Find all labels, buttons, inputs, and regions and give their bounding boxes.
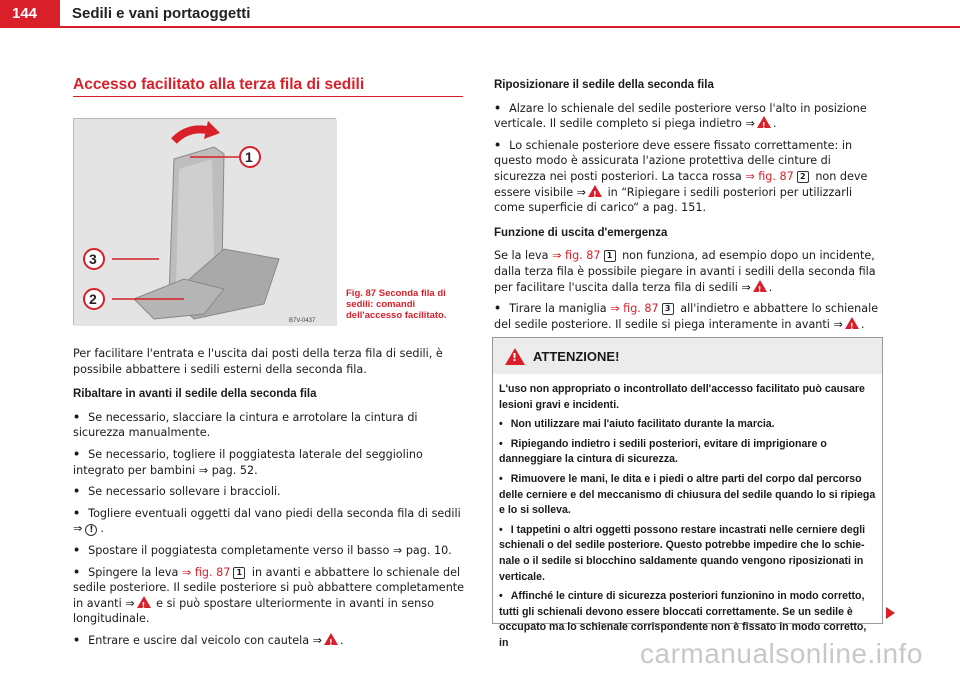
callout-badge: 3 <box>662 303 674 315</box>
warning-item: • Non utilizzare mai l'aiuto facilitato durante la marcia. <box>499 418 775 431</box>
bullet-item: • Se necessario sollevare i braccioli. <box>73 485 281 499</box>
warning-item: • Rimuovere le mani, le dita e i piedi o altre parti del corpo dal percorso delle cerniere e del meccanismo di chiusura del sedile quando lo si ripiega e lo si solleva. <box>499 472 876 517</box>
subheading-emergency-exit: Funzione di uscita d'emergenza <box>494 226 668 239</box>
subheading-tilt-forward: Ribaltare in avanti il sedile della seconda fila <box>73 388 317 401</box>
bullet-item: • Entrare e uscire dal veicolo con cautela ⇒! . <box>73 633 465 649</box>
warning-body <box>493 374 882 652</box>
figure-link[interactable]: ⇒ fig. 87 <box>610 302 659 316</box>
figure-87 <box>73 118 336 325</box>
figure-caption: Fig. 87 Seconda fila di sedili: comandi dell'accesso facilitato. <box>346 288 447 321</box>
continue-arrow-icon <box>886 607 895 619</box>
callout-badge: 2 <box>797 171 809 183</box>
warning-header <box>493 338 882 374</box>
callout-2-label: 2 <box>89 291 97 307</box>
bullet-item: • Se necessario, slacciare la cintura e arrotolare la cintura di sicurezza manualmente. <box>73 410 418 440</box>
warning-title: ATTENZIONE! <box>533 348 620 364</box>
figure-code: B7V-0437 <box>289 318 316 324</box>
warning-item: • Affinché le cinture di sicurezza posteriori funzionino in modo corretto, tutti gli schienali devono essere bloccati correttamente. Se un sedile è occupato ma lo schienale corrispondente non è fissato in modo corretto, in <box>499 590 867 649</box>
bullet-item: • Se necessario, togliere il poggiatesta laterale del seggiolino integrato per bambini ⇒ pag. 52. <box>73 447 423 477</box>
left-column <box>73 346 465 655</box>
intro-paragraph: Per facilitare l'entrata e l'uscita dai posti della terza fila di sedili, è possibile abbattere i sedili esterni della seconda fila. <box>73 347 443 376</box>
bullet-item: • Lo schienale posteriore deve essere fissato correttamente: in questo modo è assicurata l'azione protettiva delle cinture di sicurezza nei posti posteriori. La tacca rossa ⇒ fig. 87 2 non deve essere visibile ⇒! in “Ripiegare i sedili posteriori per utilizzarli come superficie di carico“ a pag. 151. <box>494 138 884 216</box>
figure-link[interactable]: ⇒ fig. 87 <box>552 249 601 263</box>
warning-icon <box>505 348 525 365</box>
warning-icon <box>588 185 602 197</box>
bullet-item: • Alzare lo schienale del sedile posteriore verso l'alto in posizione verticale. Il sedile completo si piega indietro ⇒! . <box>494 101 884 132</box>
subheading-reposition: Riposizionare il sedile della seconda fila <box>494 79 714 91</box>
warning-box <box>492 337 883 649</box>
watermark: carmanualsonline.info <box>640 638 923 669</box>
warning-icon <box>757 116 771 128</box>
callout-badge: 1 <box>233 567 245 579</box>
bullet-item: • Tirare la maniglia ⇒ fig. 87 3 all'indietro e abbattere lo schienale del sedile posteriore. Il sedile si piega interamente in avanti ⇒! . <box>494 301 884 332</box>
warning-icon <box>137 596 151 608</box>
warning-item: • I tappetini o altri oggetti possono restare incastrati nelle cerniere degli schienali o del sedile posteriore. Questo potrebbe impedire che lo schie-nale o il sedile si blocchino saldamente quando vengono riposizionati in verticale. <box>499 523 866 583</box>
running-header: Sedili e vani portaoggetti <box>72 5 251 22</box>
callout-badge: 1 <box>604 250 616 262</box>
warning-item: • Ripiegando indietro i sedili posteriori, evitare di imprigionare o danneggiare la cintura di sicurezza. <box>499 437 827 466</box>
emergency-paragraph: Se la leva ⇒ fig. 87 1 non funziona, ad esempio dopo un incidente, dalla terza fila è possibile piegare in avanti i sedili della seconda fila per facilitare l'uscita dalla terza fila di sedili ⇒! . <box>494 248 884 295</box>
right-column <box>494 78 884 338</box>
warning-icon <box>845 317 859 329</box>
bullet-item: • Togliere eventuali oggetti dal vano piedi della seconda fila di sedili ⇒ ! . <box>73 506 461 536</box>
section-rule <box>73 96 463 97</box>
figure-link[interactable]: ⇒ fig. 87 <box>745 169 794 183</box>
bullet-item: • Spingere la leva ⇒ fig. 87 1 in avanti e abbattere lo schienale del sedile posteriore. Il sedile posteriore si può abbattere completamente in avanti ⇒! e si può spostare ulteriormente in avanti in senso longitudinale. <box>73 565 465 627</box>
warning-intro: L'uso non appropriato o incontrollato dell'accesso facilitato può causare lesioni gravi e incidenti. <box>499 383 865 411</box>
callout-3-label: 3 <box>89 251 97 267</box>
page-number: 144 <box>0 0 60 28</box>
info-icon: ! <box>85 524 97 536</box>
figure-link[interactable]: ⇒ fig. 87 <box>181 565 231 579</box>
warning-icon <box>753 280 767 292</box>
section-title: Accesso facilitato alla terza fila di sedili <box>73 76 365 93</box>
warning-icon <box>324 633 338 645</box>
bullet-item: • Spostare il poggiatesta completamente verso il basso ⇒ pag. 10. <box>73 543 452 557</box>
seat-illustration <box>74 119 337 326</box>
callout-1-label: 1 <box>245 149 253 165</box>
header-rule <box>60 26 960 28</box>
